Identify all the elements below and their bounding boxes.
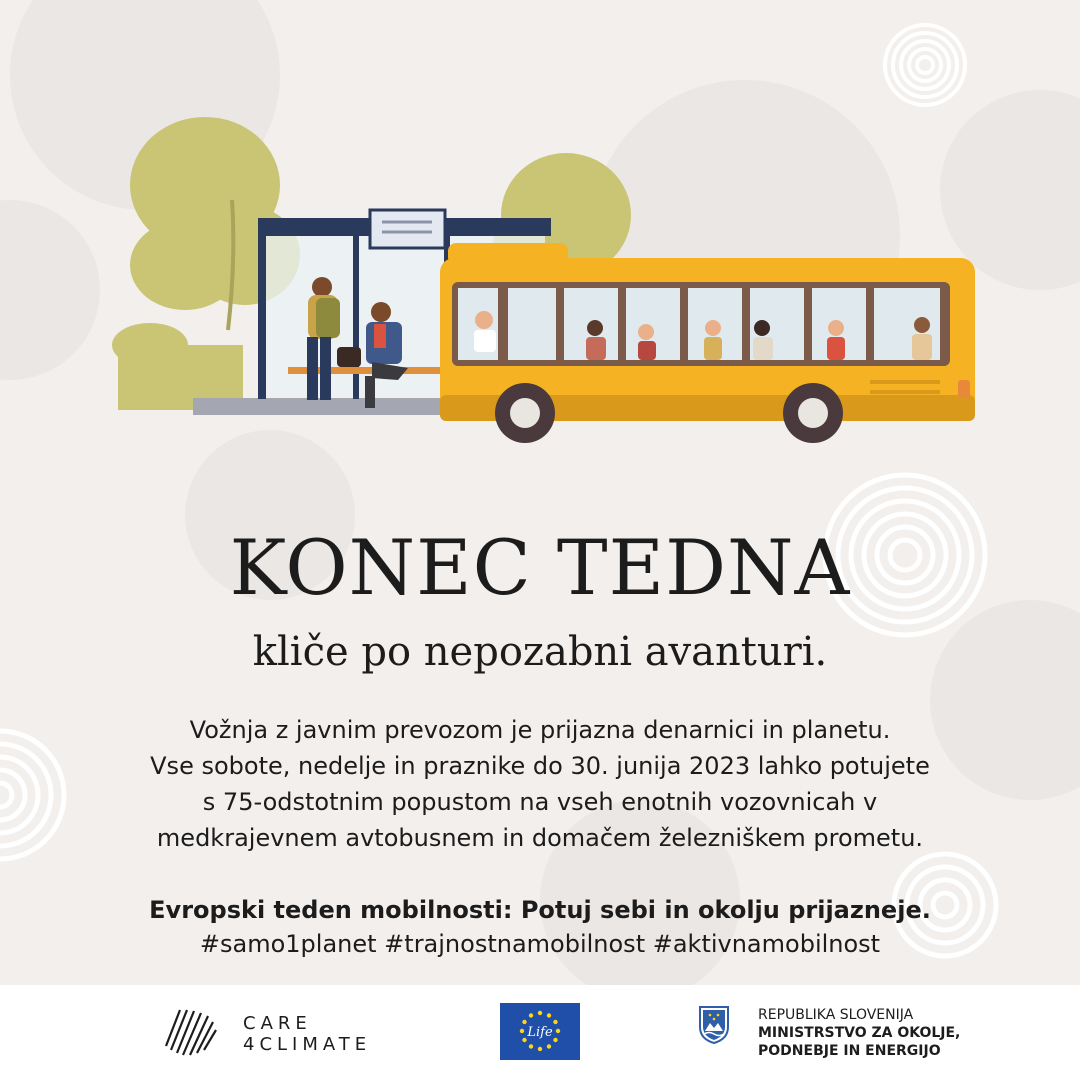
sidewalk [193, 398, 453, 415]
headline-title: KONEC TEDNA [229, 523, 851, 612]
body-line: medkrajevnem avtobusnem in domačem železniškem prometu. [156, 824, 924, 852]
slovenia-coat-of-arms-icon [698, 1005, 730, 1045]
gov-label-line1: REPUBLIKA SLOVENIJA [758, 1007, 914, 1023]
headline-subtitle: kliče po nepozabni avanturi. [252, 629, 828, 675]
eu-stars-icon [500, 1003, 580, 1060]
care4climate-label-line2: 4CLIMATE [243, 1034, 372, 1055]
care4climate-label-line1: CARE [243, 1013, 312, 1034]
body-line: Vse sobote, nedelje in praznike do 30. junija 2023 lahko potujete [150, 752, 930, 780]
care4climate-logo-icon [158, 1000, 220, 1062]
body-line: Vožnja z javnim prevozom je prijazna denarnici in planetu. [189, 716, 891, 744]
gov-label-line3: PODNEBJE IN ENERGIJO [758, 1043, 941, 1059]
body-line: s 75-odstotnim popustom na vseh enotnih vozovnicah v [202, 788, 878, 816]
gov-label-line2: MINISTRSTVO ZA OKOLJE, [758, 1025, 961, 1041]
eu-life-logo [500, 1003, 580, 1060]
footer-logos [0, 985, 1080, 1080]
slogan: Evropski teden mobilnosti: Potuj sebi in okolju prijazneje. [149, 896, 931, 924]
life-label: Life [527, 1025, 553, 1040]
body-paragraph [0, 712, 1080, 856]
hashtags: #samo1planet #trajnostnamobilnost #aktivnamobilnost [199, 930, 881, 958]
bus-stop-illustration [0, 0, 1080, 460]
bus [440, 243, 975, 443]
